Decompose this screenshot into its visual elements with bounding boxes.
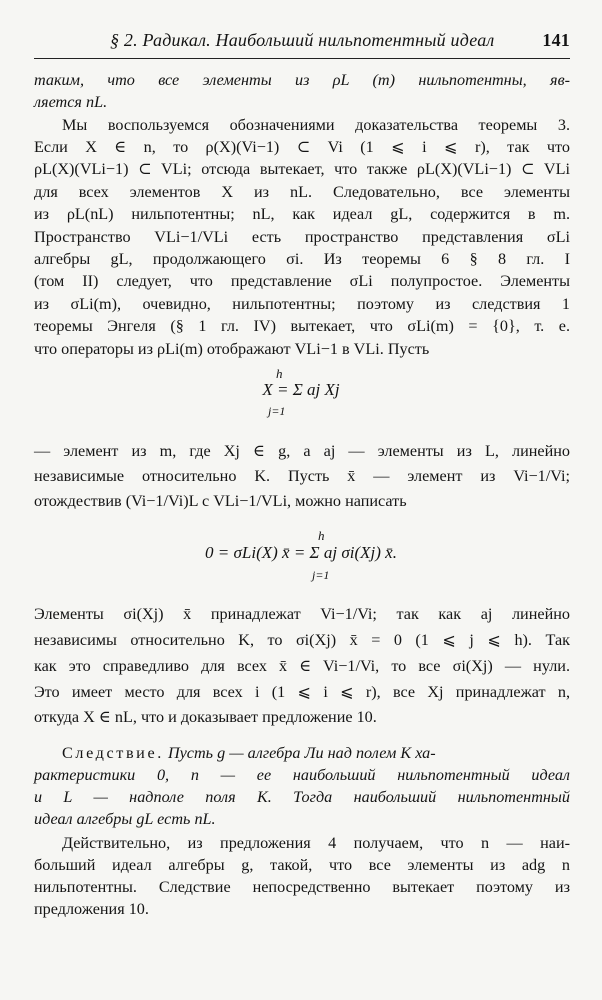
running-header <box>110 30 570 54</box>
text-line: откуда X ∈ nL, что и доказывает предложение 10. <box>34 708 377 726</box>
text-line: Пространство VLi−1/VLi есть пространство представления σLi <box>34 228 570 246</box>
text-line: идеал алгебры gL есть nL. <box>34 810 216 828</box>
text-line: отождествив (Vi−1/Vi)L с VLi−1/VLi, можно написать <box>34 492 407 510</box>
text-line: Это имеет место для всех i (1 ⩽ i ⩽ r), все Xj принадлежат n, <box>34 683 570 701</box>
text-line: — элемент из m, где Xj ∈ g, а aj — элементы из L, линейно <box>34 442 570 460</box>
text-line: алгебры gL, продолжающего σi. Из теоремы 6 § 8 гл. I <box>34 250 570 268</box>
text-line: таким, что все элементы из ρL (m) нильпотентны, яв- <box>34 71 570 89</box>
text-line: (том II) следует, что представление σLi полупростое. Элементы <box>34 272 570 290</box>
formula2-sum-top: h <box>318 528 325 543</box>
corollary-label: Следствие. <box>62 744 164 762</box>
formula2-sum-bottom: j=1 <box>312 568 330 582</box>
header-rule <box>34 58 570 59</box>
text-line: нильпотентны. Следствие непосредственно вытекает поэтому из <box>34 878 570 896</box>
formula-2: 0 = σLi(X) x̄ = Σ aj σi(Xj) x̄. <box>205 543 397 562</box>
text-line: Элементы σi(Xj) x̄ принадлежат Vi−1/Vi; так как aj линейно <box>34 605 570 623</box>
text-line: из σLi(m), очевидно, нильпотентны; поэтому из следствия 1 <box>34 295 570 313</box>
header-title: § 2. Радикал. Наибольший нильпотентный идеал <box>110 30 495 50</box>
text-line: теоремы Энгеля (§ 1 гл. IV) вытекает, что σLi(m) = {0}, т. е. <box>34 317 570 335</box>
text-line: ρL(X)(VLi−1) ⊂ VLi; отсюда вытекает, что также ρL(X)(VLi−1) ⊂ VLi <box>34 160 570 178</box>
text-line: предложения 10. <box>34 900 149 918</box>
text-line: что операторы из ρLi(m) отображают VLi−1 в VLi. Пусть <box>34 340 430 358</box>
formula1-sum-bottom: j=1 <box>268 404 286 418</box>
text-line: рактеристики 0, n — ее наибольший нильпотентный идеал <box>34 766 570 784</box>
text-line: для всех элементов X из nL. Следовательно, все элементы <box>34 183 570 201</box>
formula-1: X = Σ aj Xj <box>262 380 340 399</box>
text-line: независимы относительно K, то σi(Xj) x̄ = 0 (1 ⩽ j ⩽ h). Так <box>34 631 570 649</box>
text-line: Мы воспользуемся обозначениями доказательства теоремы 3. <box>62 116 570 134</box>
text-line: ляется nL. <box>34 93 108 111</box>
text-line: независимые относительно K. Пусть x̄ — элемент из Vi−1/Vi; <box>34 467 570 485</box>
text-line: и L — надполе поля K. Тогда наибольший нильпотентный <box>34 788 570 806</box>
corollary-text: Пусть g — алгебра Ли над полем K ха- <box>167 744 436 762</box>
text-line: из ρL(nL) нильпотентны; nL, как идеал gL, содержится в m. <box>34 205 570 223</box>
text-line: больший идеал алгебры g, такой, что все элементы из adg n <box>34 856 570 874</box>
text-line: Действительно, из предложения 4 получаем, что n — наи- <box>62 834 570 852</box>
text-line: Если X ∈ n, то ρ(X)(Vi−1) ⊂ Vi (1 ⩽ i ⩽ r), так что <box>34 138 570 156</box>
formula1-sum-top: h <box>276 366 283 381</box>
text-line: как это справедливо для всех x̄ ∈ Vi−1/Vi, то все σi(Xj) — нули. <box>34 657 570 675</box>
page-number: 141 <box>542 30 570 50</box>
corollary-first-line <box>34 742 570 764</box>
